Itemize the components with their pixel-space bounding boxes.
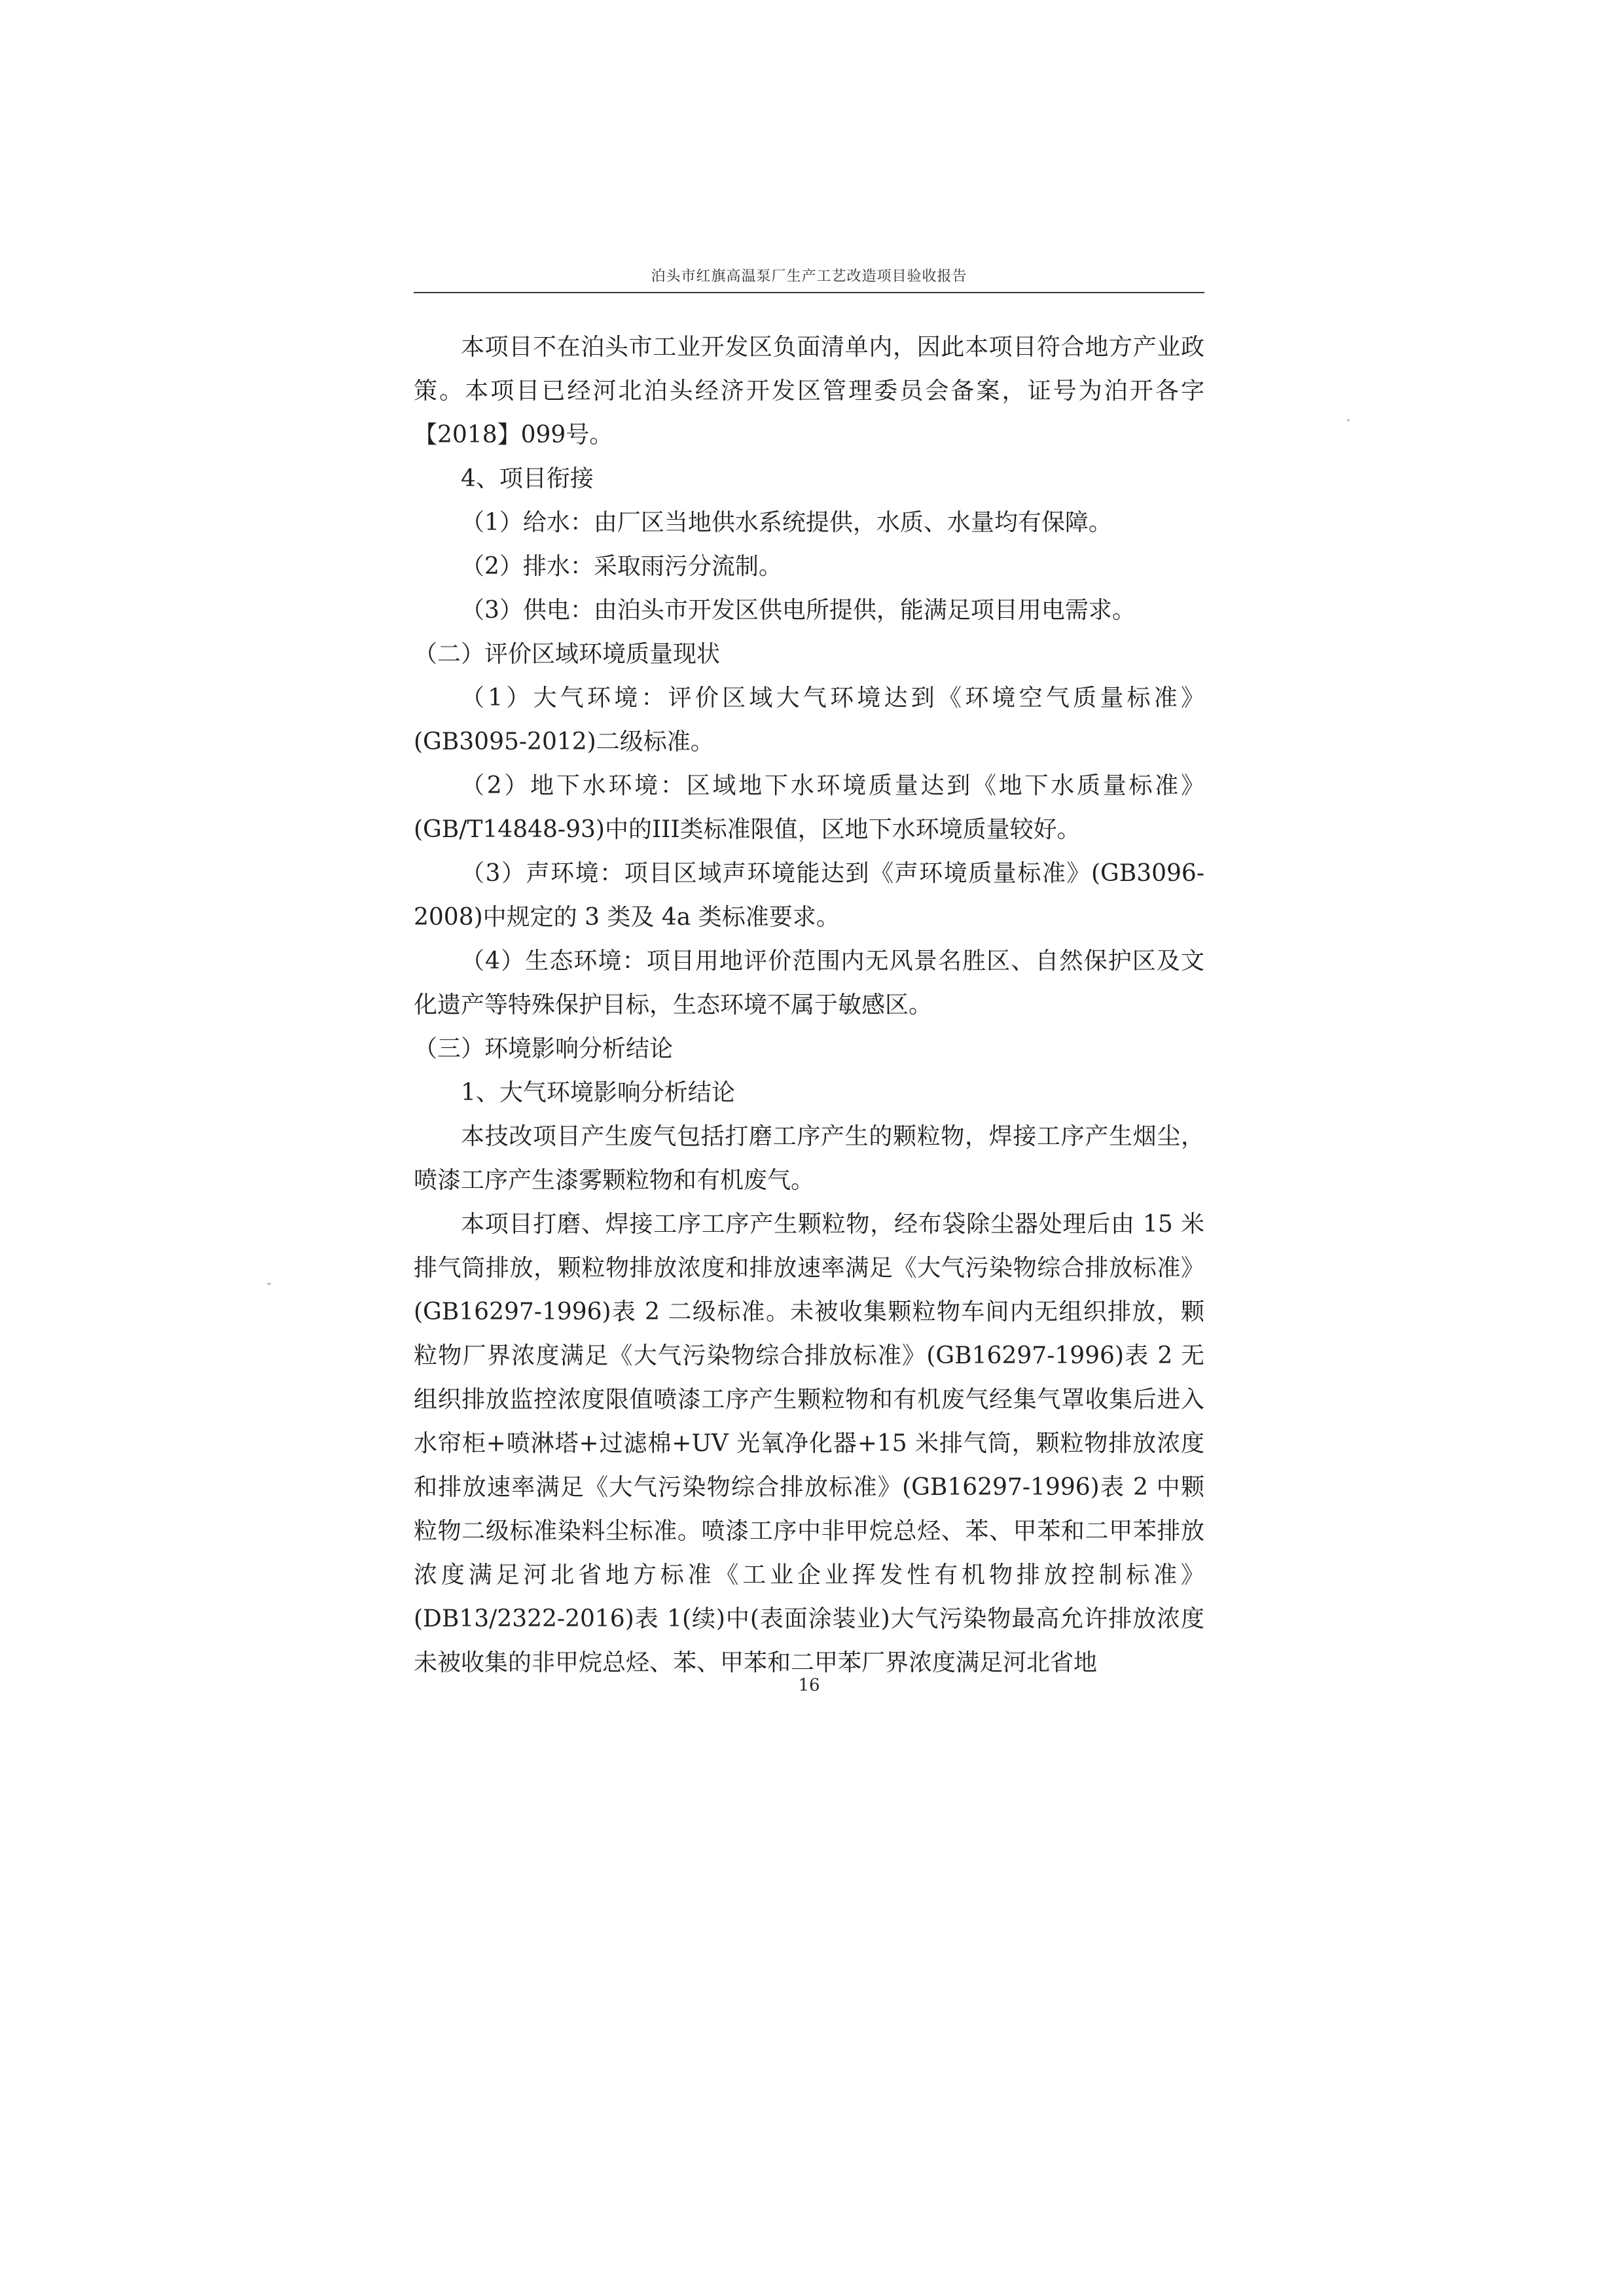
paragraph-acoustic: （3）声环境：项目区域声环境能达到《声环境质量标准》(GB3096-2008)中规定的 3 类及 4a 类标准要求。 xyxy=(414,860,1204,931)
running-header: 泊头市红旗高温泵厂生产工艺改造项目验收报告 xyxy=(651,268,967,285)
scan-speck xyxy=(1347,419,1350,422)
list-item-drainage: （2）排水：采取雨污分流制。 xyxy=(461,553,782,580)
paragraph-waste-gas-sources: 本技改项目产生废气包括打磨工序产生的颗粒物，焊接工序产生烟尘，喷漆工序产生漆雾颗粒物和有机废气。 xyxy=(414,1123,1204,1194)
heading-project-connection: 4、项目衔接 xyxy=(461,465,594,492)
list-item-power-supply: （3）供电：由泊头市开发区供电所提供，能满足项目用电需求。 xyxy=(461,597,1136,624)
page-number: 16 xyxy=(798,1676,820,1695)
section-heading-impact-analysis: （三）环境影响分析结论 xyxy=(414,1035,674,1062)
scan-speck xyxy=(267,1283,271,1285)
paragraph-groundwater: （2）地下水环境：区域地下水环境质量达到《地下水质量标准》(GB/T14848-93)中的III类标准限值，区地下水环境质量较好。 xyxy=(414,772,1204,843)
section-heading-environment-quality: （二）评价区域环境质量现状 xyxy=(414,641,721,668)
paragraph-air-environment: （1）大气环境：评价区域大气环境达到《环境空气质量标准》(GB3095-2012)二级标准。 xyxy=(414,685,1204,755)
body-text xyxy=(414,325,1204,1685)
subheading-air-impact: 1、大气环境影响分析结论 xyxy=(461,1079,735,1106)
paragraph-emission-details: 本项目打磨、焊接工序工序产生颗粒物，经布袋除尘器处理后由 15 米排气筒排放，颗粒物排放浓度和排放速率满足《大气污染物综合排放标准》(GB16297-1996)表 2 二级标准。未被收集颗粒物车间内无组织排放，颗粒物厂界浓度满足《大气污染物综合排放标准》(GB16297-1996)表 2 无组织排放监控浓度限值喷漆工序产生颗粒物和有机废气经集气罩收集后进入水帘柜+喷淋塔+过滤棉+UV 光氧净化器+15 米排气筒，颗粒物排放浓度和排放速率满足《大气污染物综合排放标准》(GB16297-1996)表 2 中颗粒物二级标准染料尘标准。喷漆工序中非甲烷总烃、苯、甲苯和二甲苯排放浓度满足河北省地方标准《工业企业挥发性有机物排放控制标准》(DB13/2322-2016)表 1(续)中(表面涂装业)大气污染物最高允许排放浓度未被收集的非甲烷总烃、苯、甲苯和二甲苯厂界浓度满足河北省地 xyxy=(414,1211,1204,1676)
paragraph-policy: 本项目不在泊头市工业开发区负面清单内，因此本项目符合地方产业政策。本项目已经河北泊头经济开发区管理委员会备案，证号为泊开各字【2018】099号。 xyxy=(414,334,1204,448)
list-item-water-supply: （1）给水：由厂区当地供水系统提供，水质、水量均有保障。 xyxy=(461,509,1112,536)
header-rule xyxy=(414,292,1204,293)
paragraph-ecology: （4）生态环境：项目用地评价范围内无风景名胜区、自然保护区及文化遗产等特殊保护目标，生态环境不属于敏感区。 xyxy=(414,948,1204,1018)
